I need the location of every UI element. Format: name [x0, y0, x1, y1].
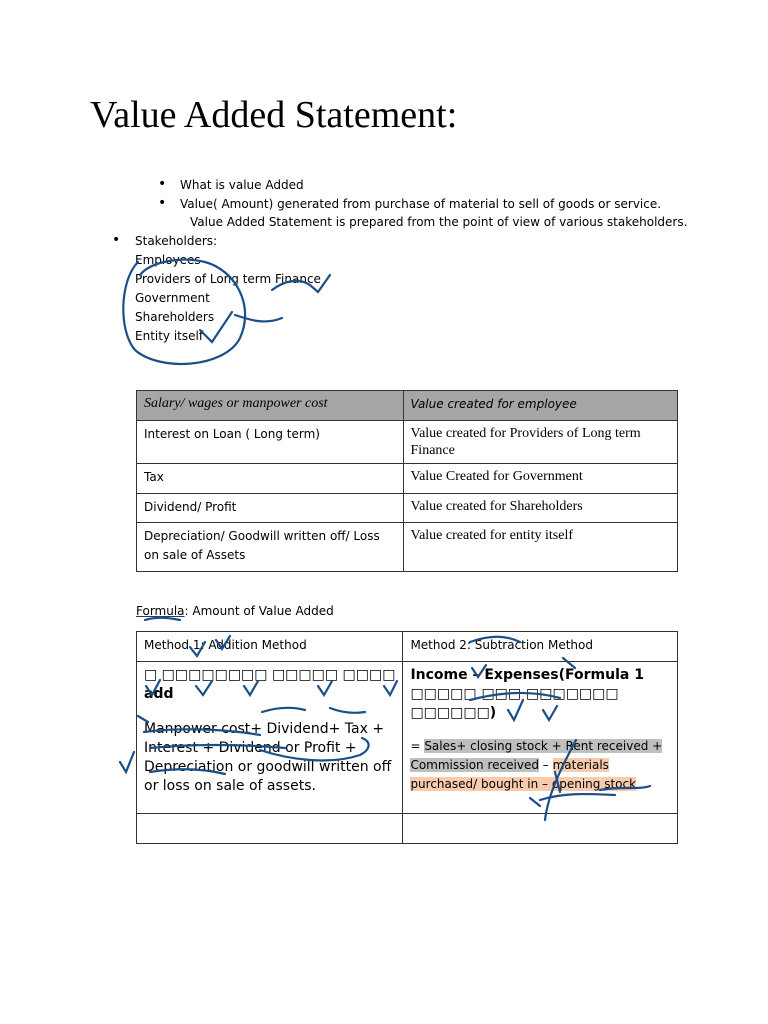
stakeholder-item: Government — [135, 291, 210, 305]
stakeholder-item: Entity itself — [135, 329, 204, 343]
method2-heading: Income – Expenses(Formula 1 □□□□□ □□□ □□□□□□□ □□□□□□) — [410, 667, 644, 721]
method1-glyphs: □ □□□□□□□□ □□□□□ □□□□ — [144, 667, 396, 683]
stakeholders-list — [112, 232, 321, 346]
methods-table — [136, 631, 678, 844]
table-row — [137, 421, 678, 464]
table-row — [137, 814, 678, 844]
method2-prefix: = — [410, 739, 425, 753]
formula-text: : Amount of Value Added — [184, 604, 334, 618]
table-row — [137, 632, 678, 662]
table-cell: Value created for entity itself — [403, 523, 677, 572]
method1-heading — [144, 666, 395, 704]
method1-cell — [137, 662, 403, 814]
method2-income-terms: Sales+ closing stock + Rent received + Commission received — [410, 739, 663, 772]
method1-add: add — [144, 686, 174, 702]
bullet-item: • What is value Added — [158, 176, 661, 195]
method1-header: Method 1: Addition Method — [137, 632, 403, 662]
empty-cell — [137, 814, 403, 844]
stakeholders-heading: • Stakeholders: — [112, 232, 321, 251]
table-row — [137, 464, 678, 494]
page-title: Value Added Statement: — [90, 94, 458, 136]
method2-header: Method 2: Subtraction Method — [403, 632, 678, 662]
value-created-table — [136, 390, 678, 572]
table-cell: Value created for employee — [403, 391, 677, 421]
stakeholders-note: Value Added Statement is prepared from the point of view of various stakeholders. — [190, 215, 688, 229]
method2-cell — [403, 662, 678, 814]
formula-line — [136, 603, 334, 620]
table-cell: Value created for Providers of Long term Finance — [403, 421, 677, 464]
bullet-item: • Value( Amount) generated from purchase of material to sell of goods or service. — [158, 195, 661, 214]
formula-label: Formula — [136, 604, 185, 618]
table-cell: Depreciation/ Goodwill written off/ Loss on sale of Assets — [137, 523, 404, 572]
method2-expense-terms: materials purchased/ bought in – opening stock — [410, 758, 637, 791]
intro-bullets — [158, 176, 661, 214]
empty-cell — [403, 814, 678, 844]
stakeholder-item: Shareholders — [135, 310, 215, 324]
table-cell: Dividend/ Profit — [137, 494, 404, 523]
table-row — [137, 523, 678, 572]
stakeholder-item: Providers of Long term Finance — [135, 272, 321, 286]
method1-body: Manpower cost+ Dividend+ Tax + Interest + Dividend or Profit + Depreciation or goodwill written off or loss on sale of assets. — [144, 721, 392, 794]
table-cell: Interest on Loan ( Long term) — [137, 421, 404, 464]
method2-dash: – — [538, 758, 553, 772]
table-row — [137, 494, 678, 523]
table-cell: Value Created for Government — [403, 464, 677, 494]
table-cell: Value created for Shareholders — [403, 494, 677, 523]
stakeholder-item: Employees — [135, 253, 201, 267]
table-cell: Salary/ wages or manpower cost — [137, 391, 404, 421]
table-row — [137, 662, 678, 814]
table-cell: Tax — [137, 464, 404, 494]
method2-formula — [410, 737, 670, 794]
table-row — [137, 391, 678, 421]
ink-check-stroke — [120, 752, 134, 772]
